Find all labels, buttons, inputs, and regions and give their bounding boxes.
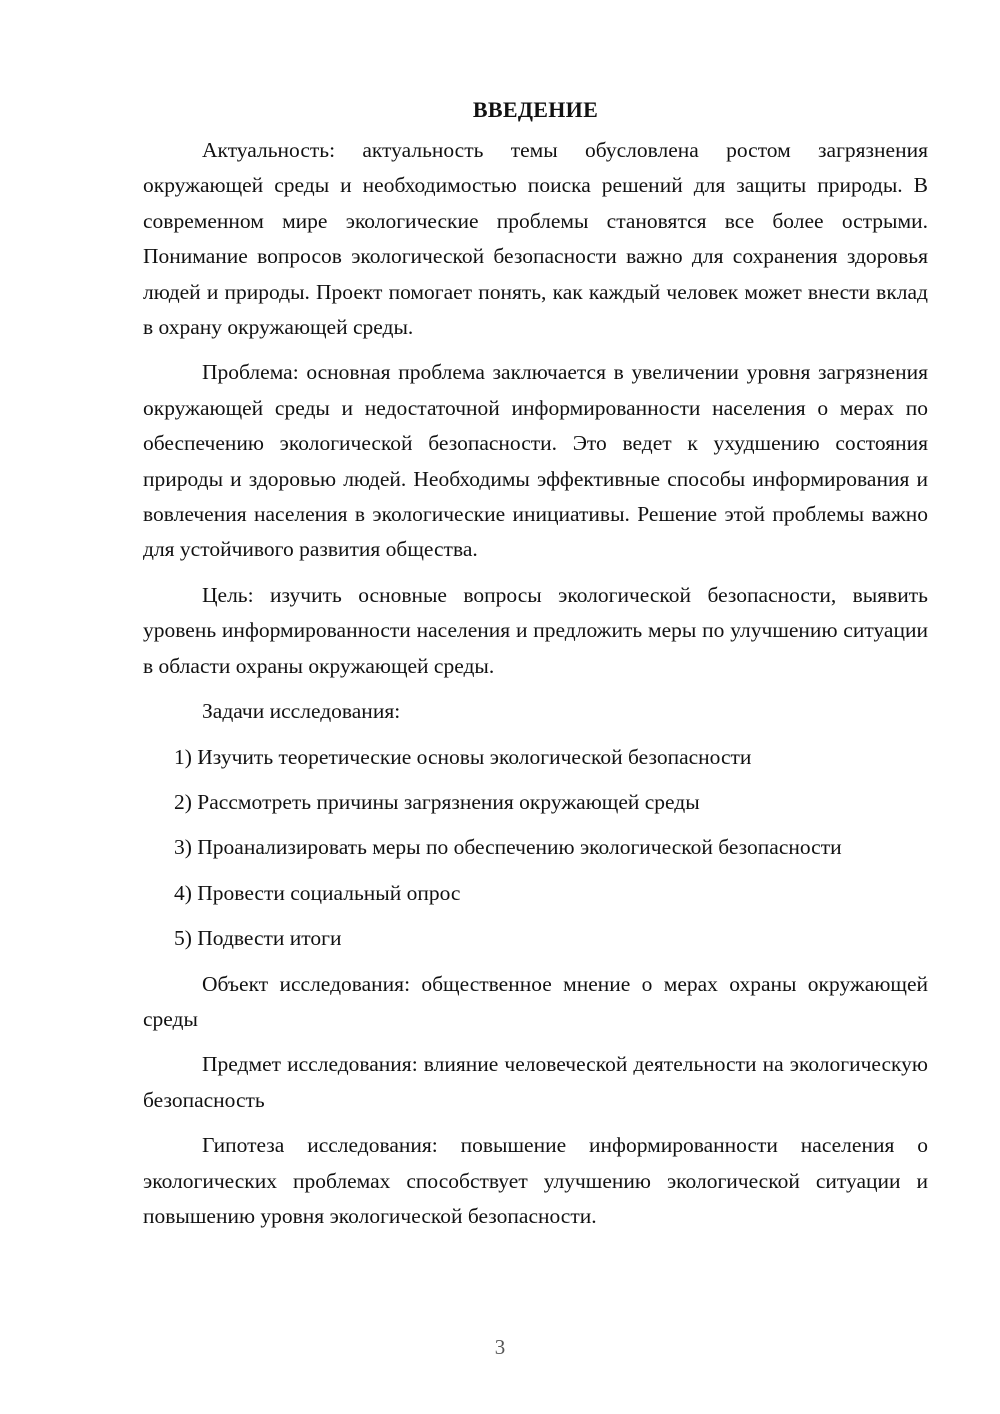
paragraph-relevance: Актуальность: актуальность темы обусловлена ростом загрязнения окружающей среды и необходимостью поиска решений для защиты природы. В современном мире экологические проблемы становятся все более острыми. Понимание вопросов экологической безопасности важно для сохранения здоровья людей и природы. Проект помогает понять, как каждый человек может внести вклад в охрану окружающей среды. (143, 138, 928, 340)
document-page (143, 93, 928, 1244)
paragraph-object: Объект исследования: общественное мнение о мерах охраны окружающей среды (143, 971, 928, 1031)
list-item: 1) Изучить теоретические основы экологической безопасности (174, 744, 752, 769)
page-number: 3 (494, 1335, 506, 1359)
section-title: ВВЕДЕНИЕ (472, 97, 599, 122)
list-item: 2) Рассмотреть причины загрязнения окружающей среды (174, 789, 700, 814)
list-item: 3) Проанализировать меры по обеспечению экологической безопасности (174, 835, 842, 860)
list-item: 5) Подвести итоги (174, 926, 342, 951)
list-item: 4) Провести социальный опрос (174, 880, 461, 905)
paragraph-goal: Цель: изучить основные вопросы экологической безопасности, выявить уровень информированности населения и предложить меры по улучшению ситуации в области охраны окружающей среды. (143, 582, 928, 678)
paragraph-problem: Проблема: основная проблема заключается в увеличении уровня загрязнения окружающей среды и недостаточной информированности населения о мерах по обеспечению экологической безопасности. Это ведет к ухудшению состояния природы и здоровью людей. Необходимы эффективные способы информирования и вовлечения населения в экологические инициативы. Решение этой проблемы важно для устойчивого развития общества. (143, 360, 928, 562)
tasks-heading: Задачи исследования: (202, 699, 401, 724)
tasks-list (143, 740, 928, 957)
paragraph-subject: Предмет исследования: влияние человеческой деятельности на экологическую безопасность (143, 1052, 928, 1112)
paragraph-hypothesis: Гипотеза исследования: повышение информированности населения о экологических проблемах способствует улучшению экологической ситуации и повышению уровня экологической безопасности. (143, 1133, 928, 1228)
